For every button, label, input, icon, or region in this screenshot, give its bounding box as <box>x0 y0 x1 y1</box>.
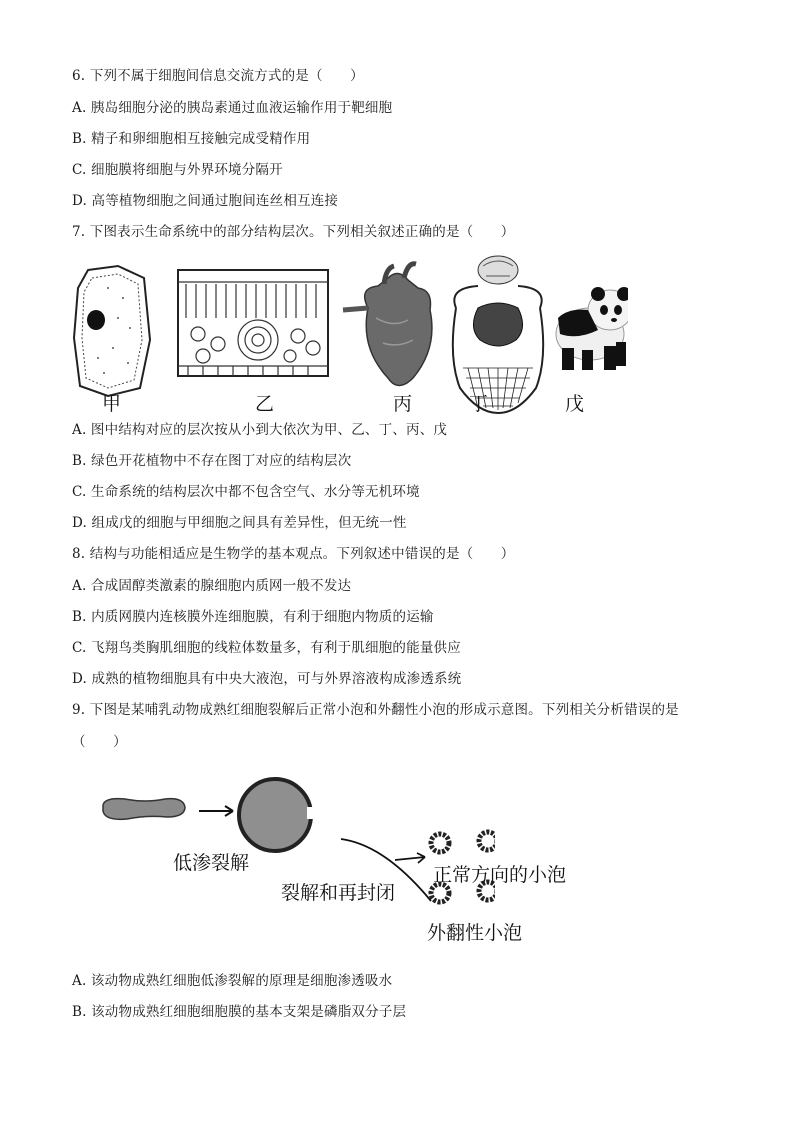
label-lysis-reseal: 裂解和再封闭 <box>281 882 396 904</box>
plant-cell-illustration <box>74 266 150 396</box>
heart-illustration <box>343 264 432 386</box>
q6-option-d: D. 高等植物细胞之间通过胞间连丝相互连接 <box>72 193 339 209</box>
q8-option-c: C. 飞翔鸟类胸肌细胞的线粒体数量多，有利于肌细胞的能量供应 <box>72 640 461 656</box>
panda-illustration <box>556 287 628 370</box>
label-ding: 丁 <box>469 393 489 415</box>
q7-option-c: C. 生命系统的结构层次中都不包含空气、水分等无机环境 <box>72 484 420 500</box>
q9-stem-bracket: （ ） <box>72 734 127 750</box>
normal-vesicles-icon <box>431 832 495 852</box>
red-blood-cell-shape <box>103 799 185 820</box>
q9-option-b: B. 该动物成熟红细胞细胞膜的基本支架是磷脂双分子层 <box>72 1004 407 1020</box>
q7-figure <box>68 248 628 416</box>
q6-option-b: B. 精子和卵细胞相互接触完成受精作用 <box>72 131 311 147</box>
label-wu: 戊 <box>565 393 585 415</box>
label-everted-vesicle: 外翻性小泡 <box>427 922 523 944</box>
q6-option-c: C. 细胞膜将细胞与外界环境分隔开 <box>72 162 283 178</box>
q9-stem: 9. 下图是某哺乳动物成熟红细胞裂解后正常小泡和外翻性小泡的形成示意图。下列相关分析错误的是 <box>72 702 679 718</box>
q8-stem: 8. 结构与功能相适应是生物学的基本观点。下列叙述中错误的是（ ） <box>72 546 515 562</box>
q7-option-d: D. 组成戊的细胞与甲细胞之间具有差异性，但无统一性 <box>72 515 407 531</box>
label-bing: 丙 <box>393 393 413 415</box>
q7-option-a: A. 图中结构对应的层次按从小到大依次为甲、乙、丁、丙、戊 <box>72 422 448 438</box>
q6-option-a: A. 胰岛细胞分泌的胰岛素通过血液运输作用于靶细胞 <box>72 100 393 116</box>
q8-option-a: A. 合成固醇类激素的腺细胞内质网一般不发达 <box>72 578 352 594</box>
label-jia: 甲 <box>102 393 122 415</box>
q7-stem: 7. 下图表示生命系统中的部分结构层次。下列相关叙述正确的是（ ） <box>72 224 515 240</box>
q6-stem: 6. 下列不属于细胞间信息交流方式的是（ ） <box>72 68 364 84</box>
q9-option-a: A. 该动物成熟红细胞低渗裂解的原理是细胞渗透吸水 <box>72 973 393 989</box>
label-low-osmotic-lysis: 低渗裂解 <box>173 852 250 874</box>
q8-option-b: B. 内质网膜内连核膜外连细胞膜，有利于细胞内物质的运输 <box>72 609 434 625</box>
label-normal-vesicle: 正常方向的小泡 <box>433 864 567 886</box>
swollen-cell-shape <box>239 779 311 851</box>
leaf-tissue-illustration <box>178 270 328 376</box>
label-yi: 乙 <box>255 393 275 415</box>
q7-option-b: B. 绿色开花植物中不存在图丁对应的结构层次 <box>72 453 352 469</box>
q8-option-d: D. 成熟的植物细胞具有中央大液泡，可与外界溶液构成渗透系统 <box>72 671 462 687</box>
circulatory-system-illustration <box>453 256 543 413</box>
